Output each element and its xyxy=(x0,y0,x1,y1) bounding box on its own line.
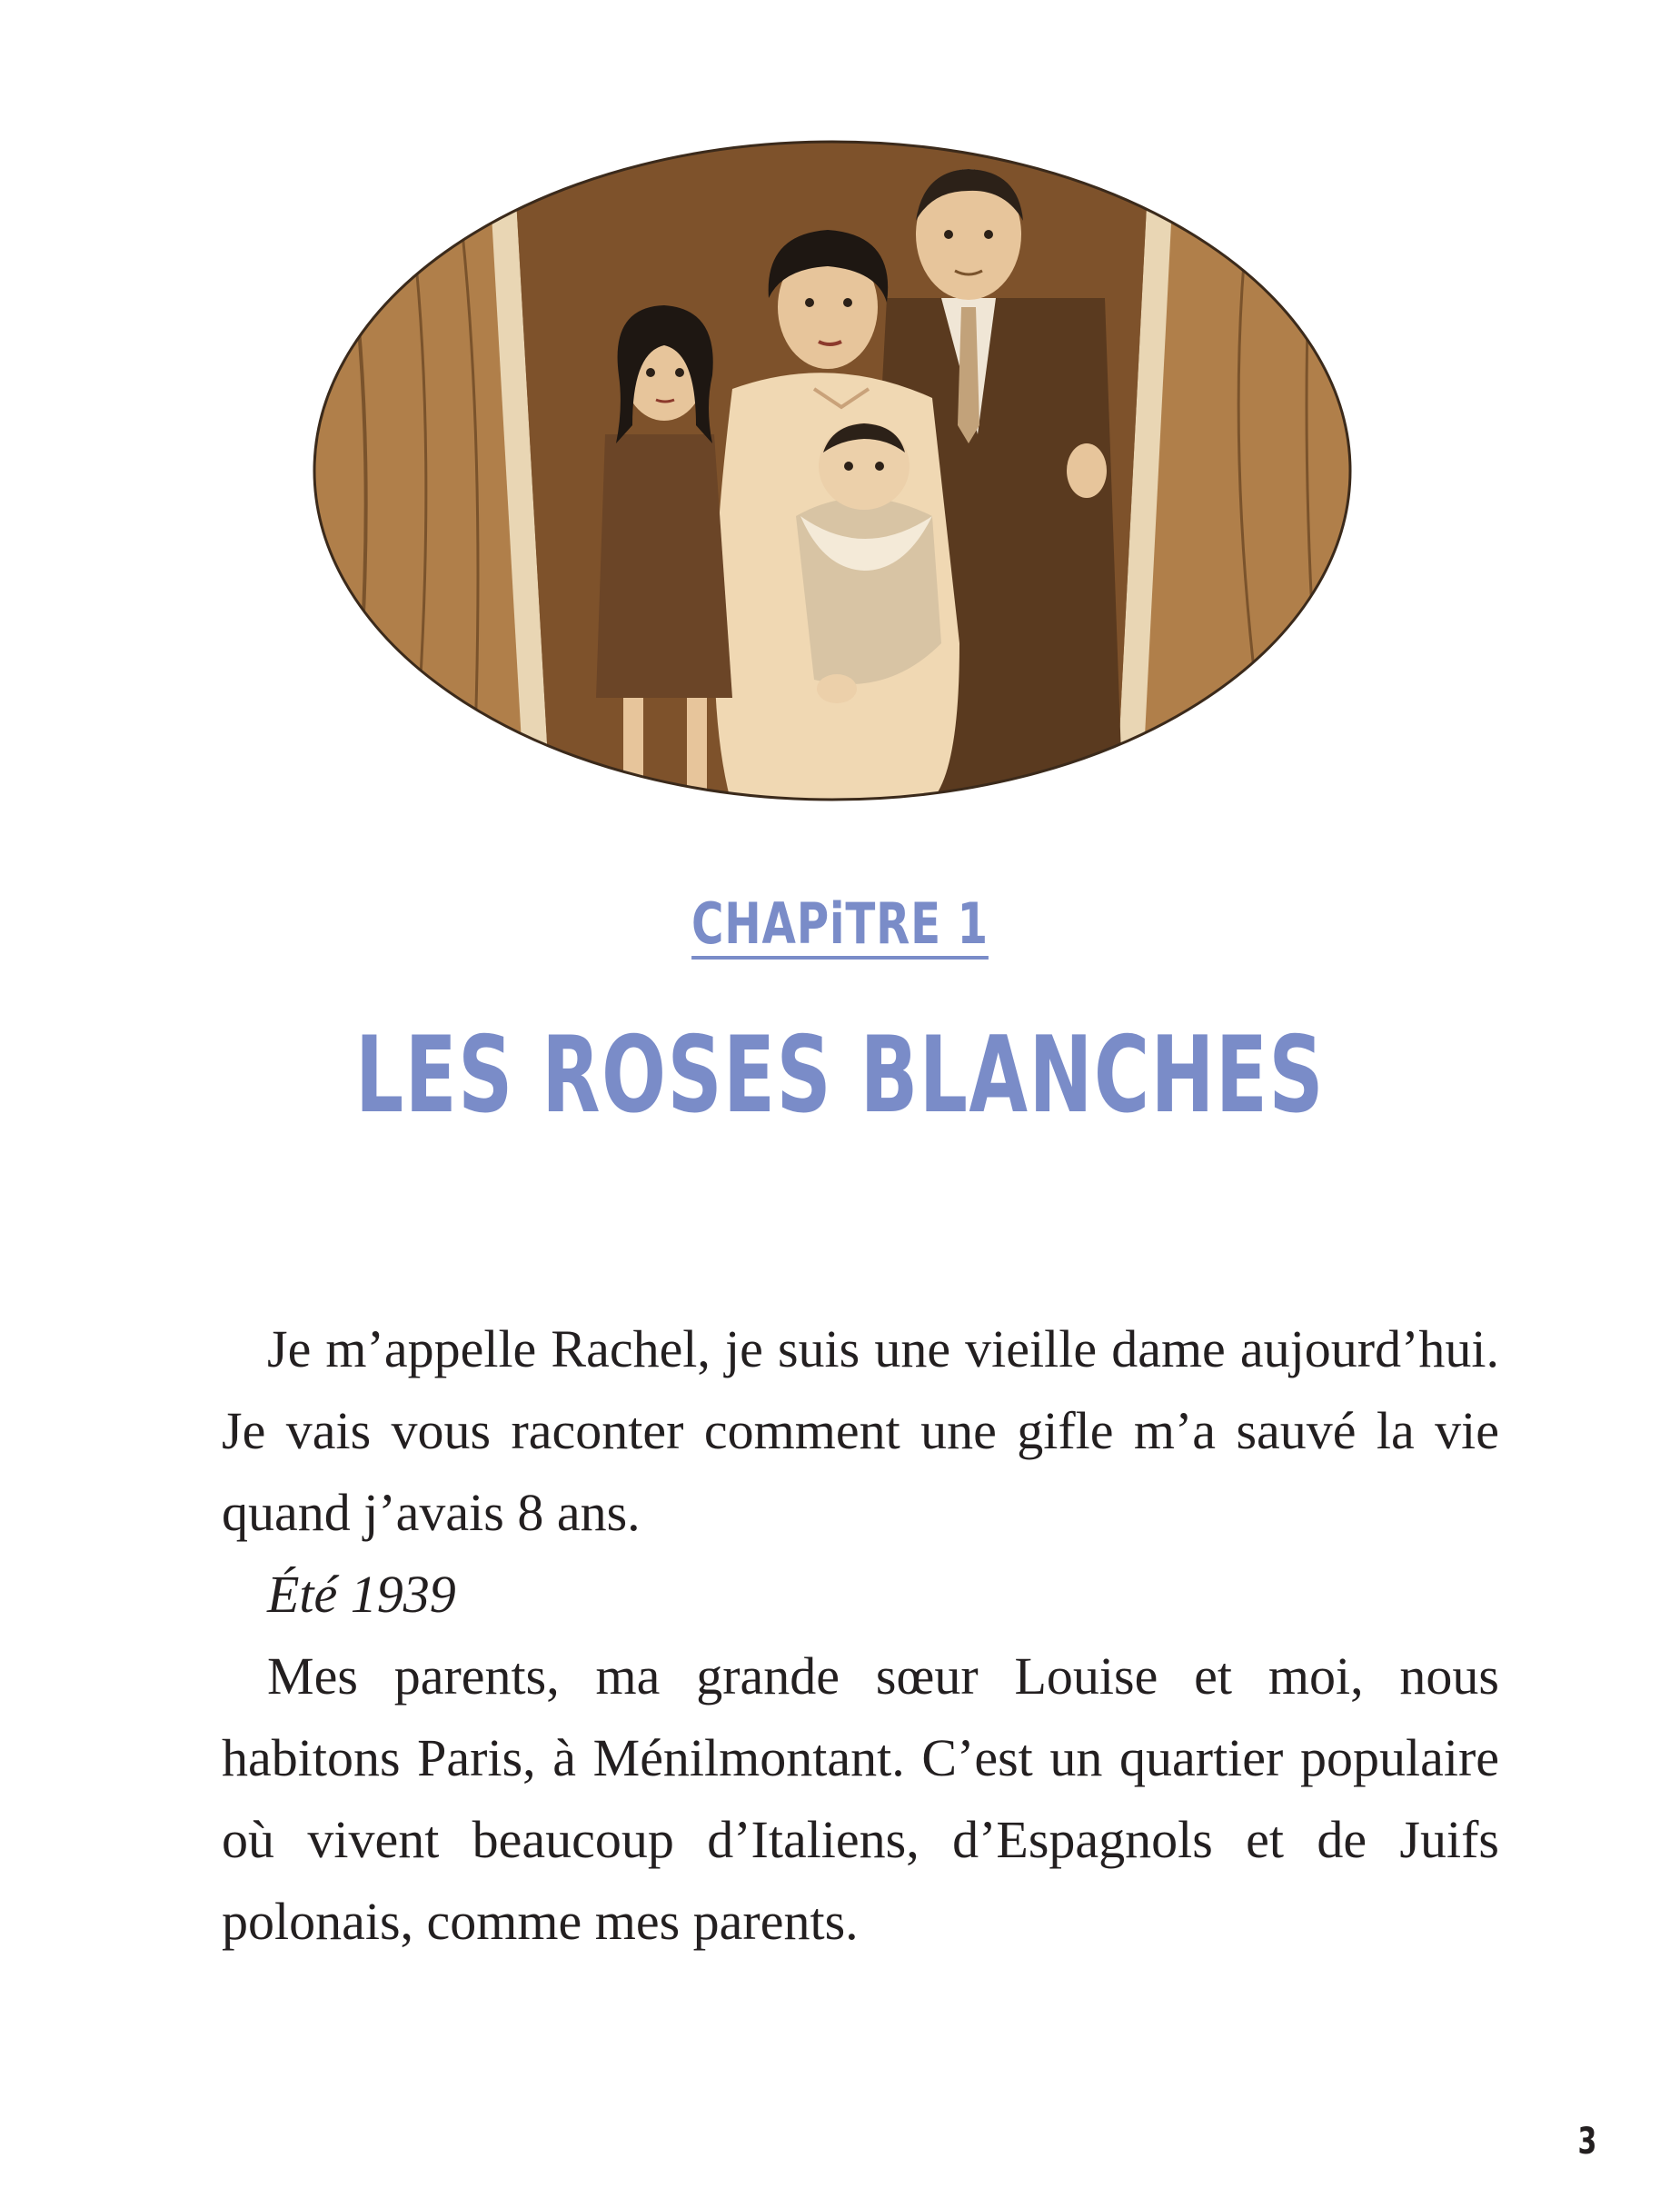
date-line: Été 1939 xyxy=(267,1565,456,1624)
paragraph-intro: Je m’appelle Rachel, je suis une vieille dame aujourd’hui. Je vais vous raconter comment une gifle m’a sauvé la vie quand j’avais 8 ans. xyxy=(222,1319,1499,1542)
chapter-label xyxy=(184,890,1495,960)
paragraph-family: Mes parents, ma grande sœur Louise et moi, nous habitons Paris, à Ménilmontant. C’est un quartier populaire où vivent beaucoup d’Italiens, d’Espagnols et de Juifs polonais, comme mes parents. xyxy=(222,1646,1499,1951)
chapter-label-text: CHAPiTRE 1 xyxy=(691,896,989,960)
body-text xyxy=(222,1308,1499,1963)
chapter-title: LES ROSES BLANCHES xyxy=(355,1014,1325,1137)
family-portrait-illustration xyxy=(305,134,1359,807)
page-number: 3 xyxy=(1577,2121,1597,2163)
